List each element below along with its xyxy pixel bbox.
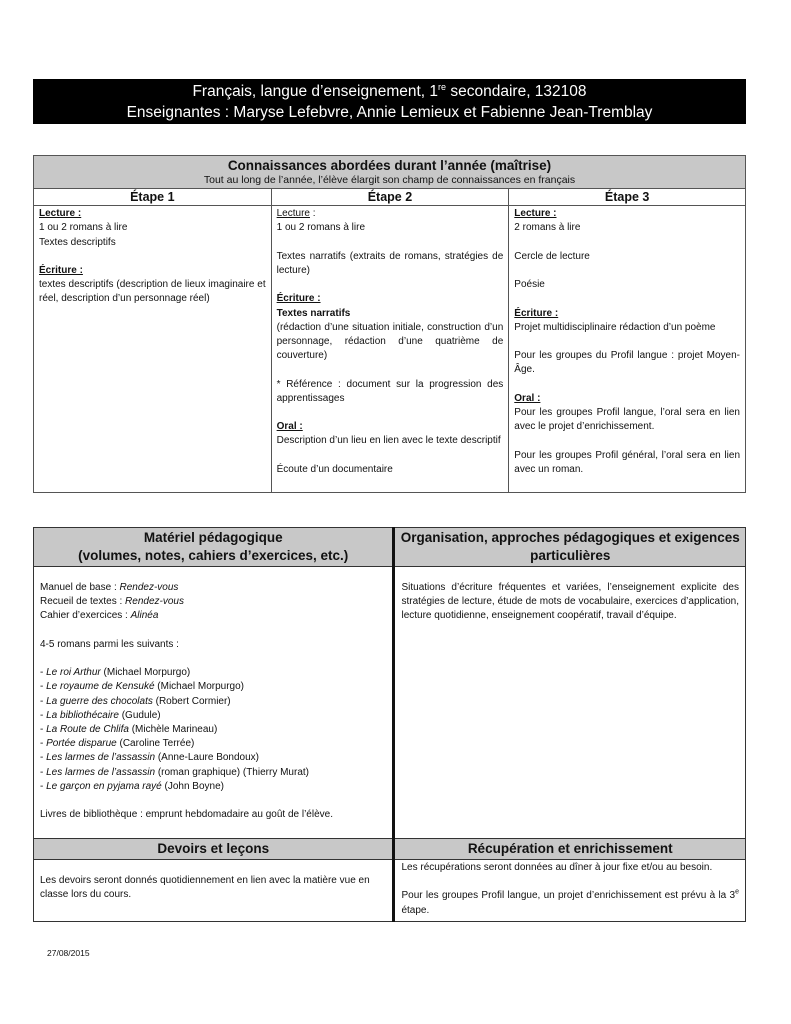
- stage-3-lecture-item: 2 romans à lire: [514, 222, 581, 234]
- stage-3-content: [509, 206, 746, 493]
- stage-2-heading: Étape 2: [271, 189, 509, 206]
- devoirs-header: Devoirs et leçons: [34, 839, 394, 860]
- stage-3-lecture-label: Lecture :: [514, 208, 557, 220]
- list-item: - Les larmes de l’assassin (roman graphique) (Thierry Murat): [40, 766, 309, 778]
- stage-1-lecture-label: Lecture :: [39, 208, 82, 220]
- footer-date: 27/08/2015: [47, 948, 90, 958]
- list-item: - Le roi Arthur (Michael Morpurgo): [40, 667, 191, 679]
- stage-3-ecriture-item: Projet multidisciplinaire rédaction d’un poème: [514, 321, 716, 333]
- header-banner: [33, 79, 746, 124]
- stage-2-ecriture-label: Écriture :: [276, 293, 321, 305]
- stage-2-reference: * Référence : document sur la progression des apprentissages: [276, 378, 504, 404]
- recuperation-content: [394, 860, 746, 922]
- stage-2-content: [271, 206, 509, 493]
- list-item: - La bibliothécaire (Gudule): [40, 709, 161, 721]
- organisation-header: Organisation, approches pédagogiques et exigences particulières: [394, 528, 746, 567]
- materiel-content: [34, 567, 394, 839]
- stage-2-oral-item: Écoute d’un documentaire: [276, 463, 393, 475]
- recuperation-header: Récupération et enrichissement: [394, 839, 746, 860]
- list-item: - Le garçon en pyjama rayé (John Boyne): [40, 780, 224, 792]
- stage-3-oral-item: Pour les groupes Profil langue, l’oral sera en lien avec le projet d’enrichissement.: [514, 406, 740, 433]
- teachers-line: Enseignantes : Maryse Lefebvre, Annie Lemieux et Fabienne Jean-Tremblay: [126, 104, 653, 121]
- stage-3-ecriture-label: Écriture :: [514, 307, 559, 319]
- cahier-exercices: Cahier d’exercices : Alinéa: [40, 610, 159, 622]
- stage-1-ecriture-label: Écriture :: [39, 265, 83, 276]
- materiel-header: [34, 528, 394, 567]
- manuel-base: Manuel de base : Rendez-vous: [40, 582, 179, 593]
- stage-2-ecriture-sub: Textes narratifs: [276, 307, 351, 319]
- recueil-textes: Recueil de textes : Rendez-vous: [40, 596, 184, 608]
- stage-3-ecriture-item: Pour les groupes du Profil langue : projet Moyen-Âge.: [514, 350, 740, 376]
- knowledge-table: [33, 155, 746, 493]
- list-item: - Le royaume de Kensuké (Michael Morpurgo): [40, 681, 244, 693]
- knowledge-title: Connaissances abordées durant l’année (maîtrise): [227, 158, 552, 173]
- materiel-title: Matériel pédagogique: [143, 530, 283, 545]
- list-item: - La guerre des chocolats (Robert Cormier): [40, 695, 231, 707]
- organisation-content: [394, 567, 746, 839]
- library-note: Livres de bibliothèque : emprunt hebdomadaire au goût de l’élève.: [40, 809, 333, 821]
- stage-2-lecture-item: 1 ou 2 romans à lire: [276, 222, 366, 234]
- resources-table: [33, 527, 746, 922]
- stage-1-content: [34, 206, 272, 493]
- materiel-subtitle: (volumes, notes, cahiers d’exercices, etc.): [78, 548, 349, 563]
- novels-intro: 4-5 romans parmi les suivants :: [40, 638, 179, 650]
- stage-3-heading: Étape 3: [509, 189, 746, 206]
- stage-1-lecture-item: Textes descriptifs: [39, 236, 116, 248]
- stage-2-ecriture-item: (rédaction d’une situation initiale, construction d’un personnage, rédaction d’une quatrième de couverture): [276, 321, 504, 362]
- knowledge-header: [34, 156, 746, 189]
- stage-2-oral-label: Oral :: [276, 421, 303, 433]
- list-item: - Portée disparue (Caroline Terrée): [40, 738, 195, 750]
- list-item: - Les larmes de l’assassin (Anne-Laure Bondoux): [40, 752, 260, 764]
- organisation-text: Situations d’écriture fréquentes et variées, l’enseignement explicite des stratégies de lecture, étude de mots de vocabulaire, exercices d’application, lecture quotidienne, enseignement coopératif, travail d’équipe.: [401, 582, 739, 622]
- stage-1-ecriture-item: textes descriptifs (description de lieux imaginaire et réel, description d’un personnage réel): [39, 279, 266, 305]
- stage-2-lecture-item: Textes narratifs (extraits de romans, stratégies de lecture): [276, 250, 504, 276]
- stage-3-oral-item: Pour les groupes Profil général, l’oral sera en lien avec un roman.: [514, 449, 740, 475]
- course-title: Français, langue d’enseignement, 1re secondaire, 132108: [192, 82, 587, 100]
- recuperation-project: Pour les groupes Profil langue, un projet d’enrichissement est prévu à la 3e étape.: [401, 889, 739, 916]
- stage-1-heading: Étape 1: [34, 189, 272, 206]
- stage-3-lecture-item: Cercle de lecture: [514, 250, 590, 262]
- stage-2-oral-item: Description d’un lieu en lien avec le texte descriptif: [276, 435, 501, 447]
- stage-1-lecture-item: 1 ou 2 romans à lire: [39, 222, 128, 234]
- list-item: - La Route de Chlifa (Michèle Marineau): [40, 724, 218, 735]
- recuperation-text: Les récupérations seront données au dîner à jour fixe et/ou au besoin.: [401, 862, 713, 873]
- stage-3-oral-label: Oral :: [514, 392, 541, 404]
- stage-2-lecture-label: Lecture :: [276, 208, 316, 220]
- devoirs-text: Les devoirs seront donnés quotidiennement en lien avec la matière vue en classe lors du cours.: [40, 875, 370, 901]
- stage-3-lecture-item: Poésie: [514, 279, 545, 291]
- devoirs-content: [34, 860, 394, 922]
- knowledge-subtitle: Tout au long de l’année, l’élève élargit son champ de connaissances en français: [203, 174, 576, 186]
